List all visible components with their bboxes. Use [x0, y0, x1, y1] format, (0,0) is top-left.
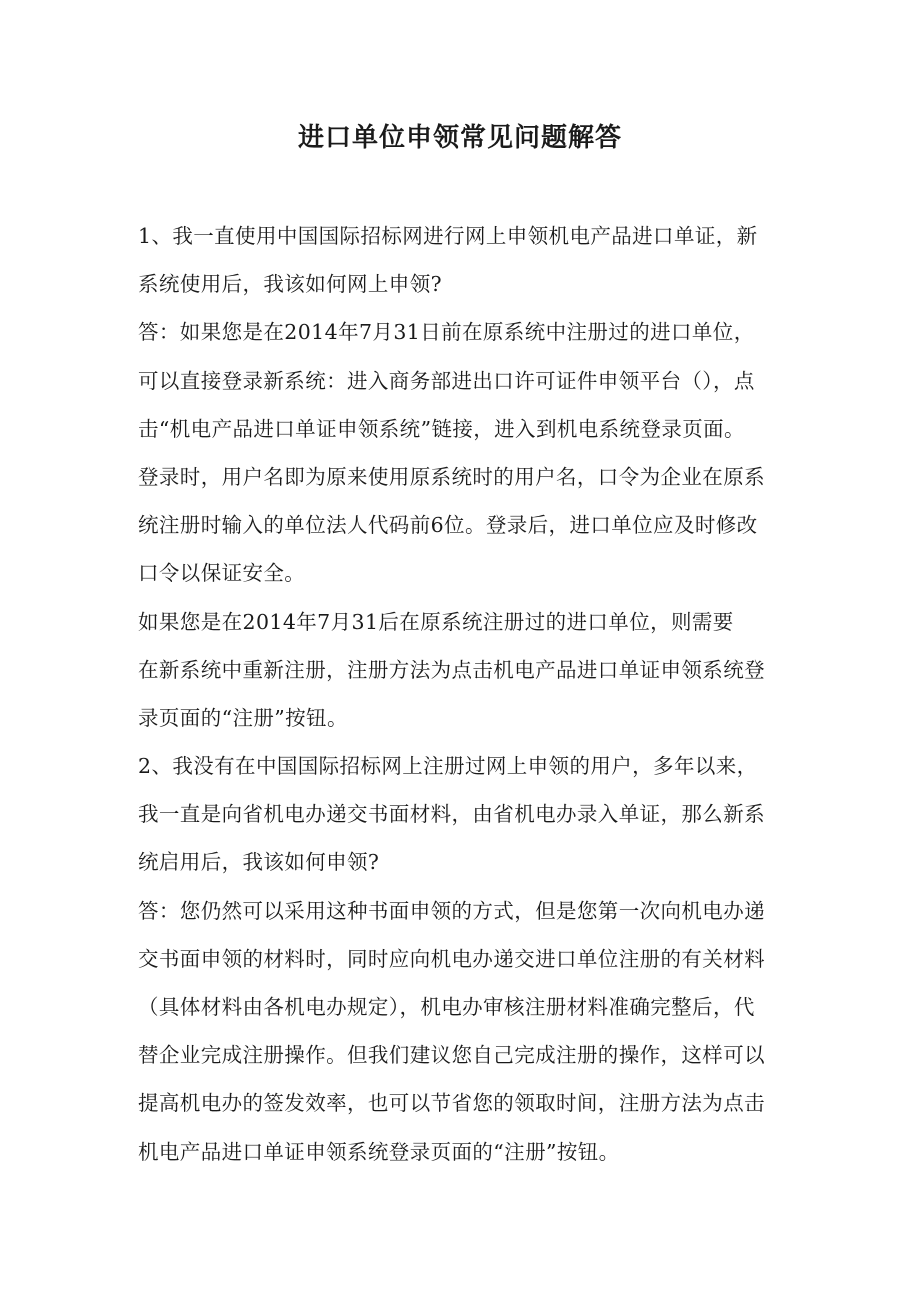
- text-line: 交书面申领的材料时，同时应向机电办递交进口单位注册的有关材料: [138, 946, 765, 971]
- text-line: 答：如果您是在2014年7月31日前在原系统中注册过的进口单位，: [138, 320, 755, 345]
- text-line: 替企业完成注册操作。但我们建议您自己完成注册的操作，这样可以: [138, 1043, 765, 1068]
- text-line: 系统使用后，我该如何网上申领?: [138, 272, 442, 297]
- text-line: 答：您仍然可以采用这种书面申领的方式，但是您第一次向机电办递: [138, 898, 765, 923]
- document-body: [138, 212, 786, 1176]
- text-line: （具体材料由各机电办规定），机电办审核注册材料准确完整后，代: [138, 995, 755, 1019]
- text-line: 统启用后，我该如何申领?: [138, 850, 380, 875]
- text-line: 击“机电产品进口单证申领系统”链接，进入到机电系统登录页面。: [138, 416, 745, 441]
- text-line: 机电产品进口单证申领系统登录页面的“注册”按钮。: [138, 1139, 620, 1164]
- text-line: 录页面的“注册”按钮。: [138, 705, 348, 730]
- text-line: 在新系统中重新注册，注册方法为点击机电产品进口单证申领系统登: [138, 657, 765, 682]
- text-line: 1、我一直使用中国国际招标网进行网上申领机电产品进口单证，新: [138, 224, 758, 248]
- text-line: 我一直是向省机电办递交书面材料，由省机电办录入单证，那么新系: [138, 802, 765, 827]
- text-line: 提高机电办的签发效率，也可以节省您的领取时间，注册方法为点击: [138, 1091, 765, 1116]
- page-title: 进口单位申领常见问题解答: [297, 123, 622, 153]
- text-line: 登录时，用户名即为原来使用原系统时的用户名，口令为企业在原系: [138, 464, 765, 489]
- text-line: 统注册时输入的单位法人代码前6位。登录后，进口单位应及时修改: [138, 513, 758, 538]
- text-line: 如果您是在2014年7月31后在原系统注册过的进口单位，则需要: [138, 609, 734, 634]
- text-line: 口令以保证安全。: [138, 561, 306, 586]
- text-line: 2、我没有在中国国际招标网上注册过网上申领的用户，多年以来，: [138, 754, 758, 779]
- text-line: 可以直接登录新系统：进入商务部进出口许可证件申领平台（），点: [138, 368, 755, 393]
